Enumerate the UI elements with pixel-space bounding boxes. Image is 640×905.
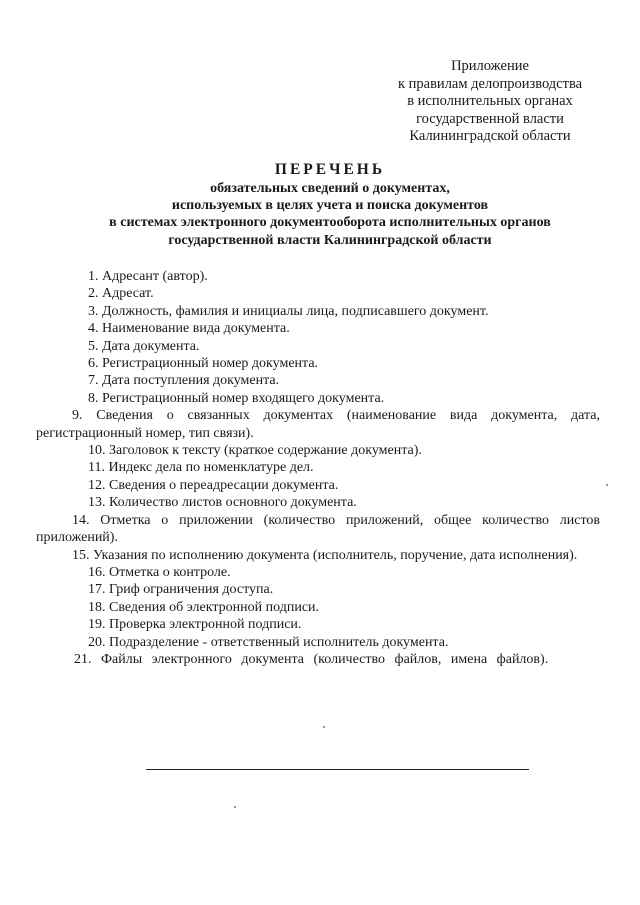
subtitle-line: государственной власти Калининградской области bbox=[168, 232, 492, 248]
list-item: 5. Дата документа. bbox=[88, 338, 200, 354]
list-item: 1. Адресант (автор). bbox=[88, 269, 208, 284]
scan-speck bbox=[606, 484, 608, 486]
scan-speck bbox=[323, 726, 325, 728]
list-item: 21. Файлы электронного документа (количество файлов, имена файлов). bbox=[74, 651, 549, 667]
list-item: 10. Заголовок к тексту (краткое содержание документа). bbox=[88, 443, 422, 459]
subtitle-line: обязательных сведений о документах, bbox=[210, 181, 450, 196]
signature-divider-line bbox=[146, 769, 529, 770]
appendix-note bbox=[380, 58, 600, 146]
title-main: ПЕРЕЧЕНЬ bbox=[274, 161, 386, 178]
list-item: 18. Сведения об электронной подписи. bbox=[88, 599, 320, 615]
subtitle-line: используемых в целях учета и поиска документов bbox=[171, 198, 489, 214]
list-item: 17. Гриф ограничения доступа. bbox=[88, 582, 274, 598]
scan-speck bbox=[234, 806, 236, 808]
list-item: 20. Подразделение - ответственный исполнитель документа. bbox=[88, 634, 449, 650]
list-item: 13. Количество листов основного документа. bbox=[88, 495, 357, 511]
title-subtitle bbox=[60, 180, 600, 249]
list-item: 14. Отметка о приложении (количество приложений, общее количество листов приложений). bbox=[36, 512, 600, 546]
appendix-line: Калининградской области bbox=[409, 128, 571, 145]
appendix-line: в исполнительных органах bbox=[407, 93, 573, 110]
items-list bbox=[36, 268, 600, 668]
list-item: 15. Указания по исполнению документа (исполнитель, поручение, дата исполнения). bbox=[72, 547, 578, 563]
list-item: 7. Дата поступления документа. bbox=[88, 373, 280, 389]
list-item: 19. Проверка электронной подписи. bbox=[88, 617, 302, 633]
appendix-line: к правилам делопроизводства bbox=[397, 75, 583, 92]
list-item: 4. Наименование вида документа. bbox=[88, 321, 290, 337]
list-item: 16. Отметка о контроле. bbox=[88, 564, 231, 580]
list-item: 12. Сведения о переадресации документа. bbox=[88, 477, 339, 493]
list-item: 6. Регистрационный номер документа. bbox=[88, 356, 319, 372]
list-item: 11. Индекс дела по номенклатуре дел. bbox=[88, 460, 314, 476]
appendix-line: Приложение bbox=[451, 58, 529, 74]
list-item: 9. Сведения о связанных документах (наименование вида документа, дата, регистрационный номер, тип связи). bbox=[36, 408, 600, 441]
appendix-line: государственной власти bbox=[416, 110, 564, 127]
list-item: 2. Адресат. bbox=[88, 286, 154, 302]
document-title bbox=[60, 160, 600, 249]
list-item: 8. Регистрационный номер входящего документа. bbox=[88, 390, 385, 406]
list-item: 3. Должность, фамилия и инициалы лица, подписавшего документ. bbox=[88, 303, 489, 319]
subtitle-line: в системах электронного документооборота исполнительных органов bbox=[109, 215, 551, 231]
